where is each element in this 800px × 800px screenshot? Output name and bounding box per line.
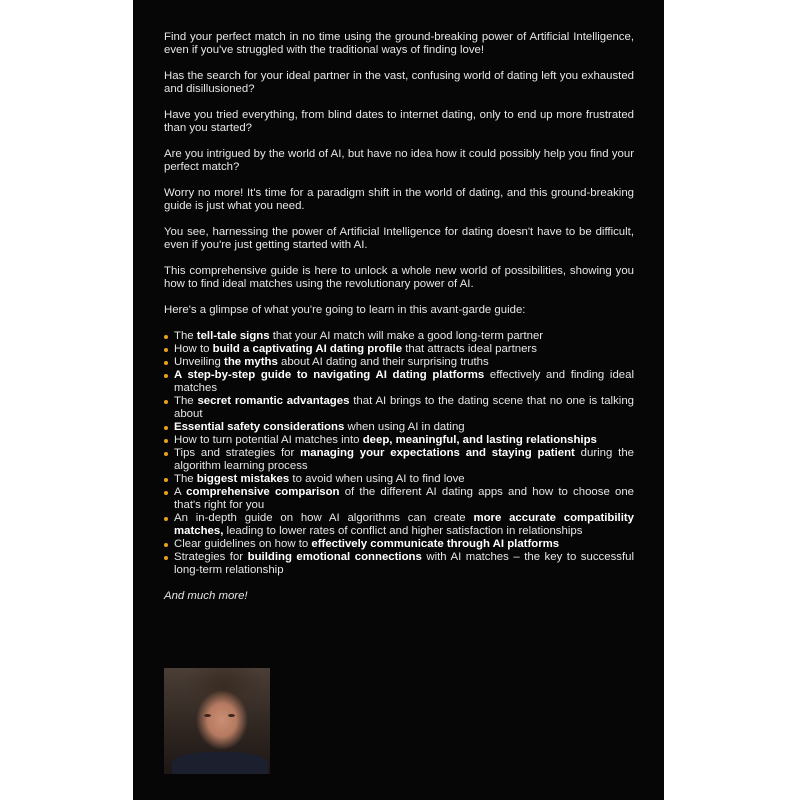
author-eye-right <box>228 714 235 717</box>
learning-points-list <box>164 330 634 577</box>
intro-paragraph-8: Here's a glimpse of what you're going to learn in this avant-garde guide: <box>164 304 526 316</box>
intro-paragraph-5: Worry no more! It's time for a paradigm shift in the world of dating, and this ground-breaking guide is just what you need. <box>164 187 634 212</box>
list-item: Clear guidelines on how to effectively communicate through AI platforms <box>164 538 634 551</box>
author-eye-left <box>204 714 211 717</box>
intro-paragraph-6: You see, harnessing the power of Artificial Intelligence for dating doesn't have to be difficult, even if you're just getting started with AI. <box>164 226 634 251</box>
list-item: Tips and strategies for managing your expectations and staying patient during the algorithm learning process <box>164 447 634 473</box>
list-item: How to turn potential AI matches into deep, meaningful, and lasting relationships <box>164 434 634 447</box>
author-photo <box>164 668 270 774</box>
intro-paragraph-1: Find your perfect match in no time using the ground-breaking power of Artificial Intelligence, even if you've struggled with the traditional ways of finding love! <box>164 31 634 56</box>
list-item: The biggest mistakes to avoid when using AI to find love <box>164 473 634 486</box>
list-item: A comprehensive comparison of the different AI dating apps and how to choose one that's right for you <box>164 486 634 512</box>
list-item: The secret romantic advantages that AI brings to the dating scene that no one is talking about <box>164 395 634 421</box>
list-item: An in-depth guide on how AI algorithms can create more accurate compatibility matches, leading to lower rates of conflict and higher satisfaction in relationships <box>164 512 634 538</box>
list-item: Strategies for building emotional connections with AI matches – the key to successful long-term relationship <box>164 551 634 577</box>
intro-paragraph-2: Has the search for your ideal partner in the vast, confusing world of dating left you exhausted and disillusioned? <box>164 70 634 95</box>
book-back-cover <box>133 0 664 800</box>
author-shirt <box>172 752 268 774</box>
list-item: Essential safety considerations when using AI in dating <box>164 421 634 434</box>
closing-line: And much more! <box>164 590 248 602</box>
intro-paragraph-4: Are you intrigued by the world of AI, but have no idea how it could possibly help you find your perfect match? <box>164 148 634 173</box>
list-item: Unveiling the myths about AI dating and their surprising truths <box>164 356 634 369</box>
list-item: A step-by-step guide to navigating AI dating platforms effectively and finding ideal matches <box>164 369 634 395</box>
intro-paragraph-7: This comprehensive guide is here to unlock a whole new world of possibilities, showing you how to find ideal matches using the revolutionary power of AI. <box>164 265 634 290</box>
list-item: The tell-tale signs that your AI match will make a good long-term partner <box>164 330 634 343</box>
intro-paragraph-3: Have you tried everything, from blind dates to internet dating, only to end up more frustrated than you started? <box>164 109 634 134</box>
list-item: How to build a captivating AI dating profile that attracts ideal partners <box>164 343 634 356</box>
cover-text <box>164 31 634 616</box>
